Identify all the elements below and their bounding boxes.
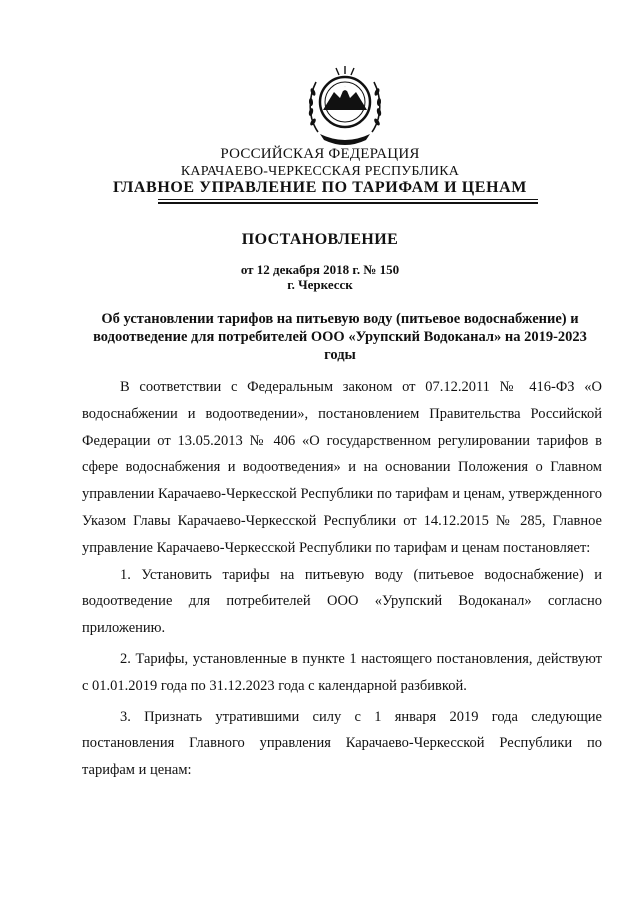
header-country: РОССИЙСКАЯ ФЕДЕРАЦИЯ — [220, 146, 420, 162]
document-date-number: от 12 декабря 2018 г. № 150 — [240, 262, 400, 277]
header-rule-thick — [158, 202, 538, 204]
document-body — [82, 374, 602, 788]
body-paragraph-1: 1. Установить тарифы на питьевую воду (питьевое водоснабжение) и водоотведение для потребителей ООО «Урупский Водоканал» согласно приложению. — [82, 566, 602, 637]
body-paragraph-preamble: В соответствии с Федеральным законом от 07.12.2011 № 416-ФЗ «О водоснабжении и водоотведении», постановлением Правительства Российской Федерации от 13.05.2013 № 406 «О государственном регулировании тарифов в сфере водоснабжения и водоотведения» и на основании Положения о Главном управлении Карачаево-Черкесской Республики по тарифам и ценам, утвержденного Указом Главы Карачаево-Черкесской Республики от 14.12.2015 № 285, Главное управление Карачаево-Черкесской Республики по тарифам и ценам постановляет: — [82, 379, 602, 556]
header-rule-thin — [158, 199, 538, 200]
body-paragraph-3: 3. Признать утратившими силу с 1 января 2019 года следующие постановления Главного управления Карачаево-Черкесской Республики по тарифам и ценам: — [82, 708, 602, 779]
document-city: г. Черкесск — [287, 277, 353, 292]
header-agency: ГЛАВНОЕ УПРАВЛЕНИЕ ПО ТАРИФАМ И ЦЕНАМ — [113, 179, 527, 196]
header-republic: КАРАЧАЕВО-ЧЕРКЕССКАЯ РЕСПУБЛИКА — [180, 164, 460, 179]
document-type: ПОСТАНОВЛЕНИЕ — [241, 231, 399, 248]
document-title: Об установлении тарифов на питьевую воду (питьевое водоснабжение) и водоотведение для потребителей ООО «Урупский Водоканал» на 2019-2023 годы — [93, 311, 587, 363]
coat-of-arms-icon — [304, 62, 386, 148]
body-paragraph-2: 2. Тарифы, установленные в пункте 1 настоящего постановления, действуют с 01.01.2019 года по 31.12.2023 года с календарной разбивкой. — [82, 650, 602, 694]
